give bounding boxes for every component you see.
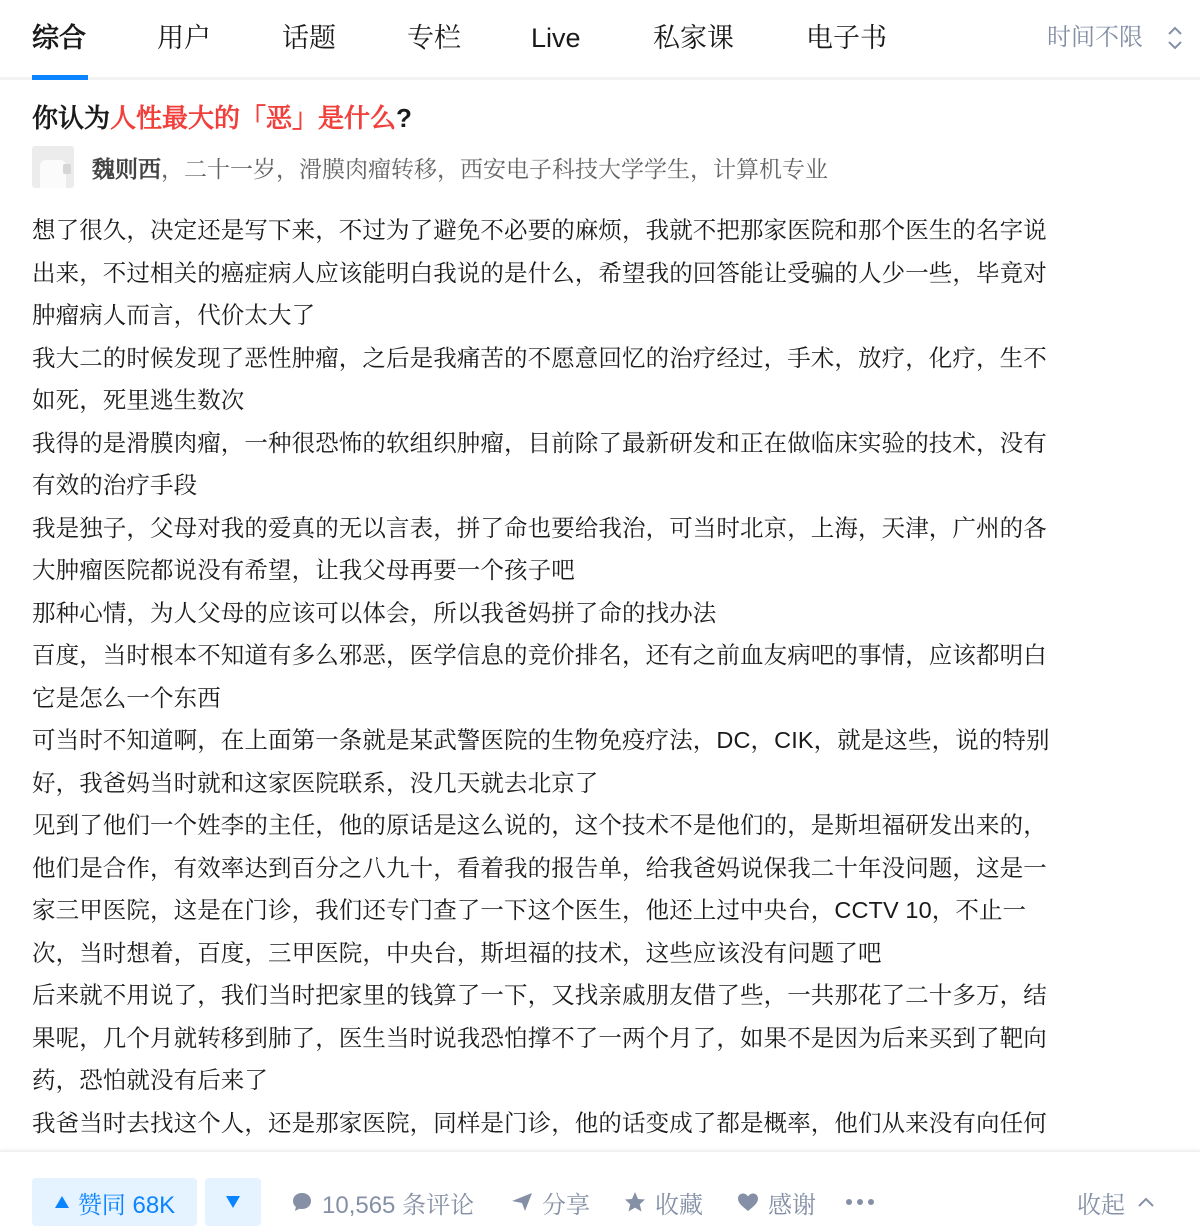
answer-action-bar: [0, 1151, 1200, 1229]
author-bio: ，二十一岁，滑膜肉瘤转移，西安电子科技大学学生，计算机专业: [161, 155, 828, 182]
comments-label: 10,565 条评论: [322, 1191, 475, 1219]
question-title-prefix: 你认为: [32, 103, 111, 133]
ellipsis-icon-dot: [857, 1199, 863, 1205]
author-info: [32, 145, 828, 189]
favorite-label: 收藏: [655, 1191, 703, 1219]
answer-line: 我得的是滑膜肉瘤，一种很恐怖的软组织肿瘤，目前除了最新研发和正在做临床实验的技术，没有: [32, 429, 1047, 456]
answer-line: 我爸当时去找这个人，还是那家医院，同样是门诊，他的话变成了都是概率，他们从来没有向任何: [32, 1109, 1047, 1136]
chevron-up-icon: [1137, 1196, 1155, 1208]
sort-updown-icon: [1167, 25, 1183, 51]
share-label: 分享: [542, 1191, 590, 1219]
tab-ebooks[interactable]: 电子书: [806, 23, 887, 53]
ellipsis-icon-dot: [868, 1199, 874, 1205]
paper-plane-icon: [510, 1190, 534, 1214]
answer-line: 我是独子，父母对我的爱真的无以言表，拼了命也要给我治，可当时北京，上海，天津，广州的各: [32, 514, 1047, 541]
answer-line: 那种心情，为人父母的应该可以体会，所以我爸妈拼了命的找办法: [32, 599, 717, 626]
share-button[interactable]: [510, 1178, 590, 1226]
answer-line: 次，当时想着，百度，三甲医院，中央台，斯坦福的技术，这些应该没有问题了吧: [32, 939, 882, 966]
answer-line: 他们是合作，有效率达到百分之八九十，看着我的报告单，给我爸妈说保我二十年没问题，这是一: [32, 854, 1047, 881]
ellipsis-icon-dot: [846, 1199, 852, 1205]
collapse-button[interactable]: [1077, 1178, 1155, 1226]
time-filter-label: 时间不限: [1047, 24, 1143, 51]
upvote-label: 赞同 68K: [77, 1191, 176, 1219]
active-tab-indicator: [32, 75, 88, 80]
tab-all[interactable]: 综合: [32, 23, 86, 53]
answer-line: 想了很久，决定还是写下来，不过为了避免不必要的麻烦，我就不把那家医院和那个医生的名字说: [32, 217, 1047, 243]
answer-content: [32, 209, 1157, 1144]
star-icon: [623, 1190, 647, 1214]
time-filter-select[interactable]: [1047, 18, 1183, 58]
answer-line: 果呢，几个月就转移到肺了，医生当时说我恐怕撑不了一两个月了，如果不是因为后来买到了靶向: [32, 1024, 1047, 1051]
answer-line: 大肿瘤医院都说没有希望，让我父母再要一个孩子吧: [32, 557, 575, 583]
tab-topics[interactable]: 话题: [282, 23, 336, 53]
favorite-button[interactable]: [623, 1178, 703, 1226]
answer-line: 肿瘤病人而言，代价太大了: [32, 302, 316, 328]
thanks-label: 感谢: [768, 1191, 816, 1219]
answer-line: 百度，当时根本不知道有多么邪恶，医学信息的竞价排名，还有之前血友病吧的事情，应该都明白: [32, 642, 1047, 668]
question-title[interactable]: [32, 100, 412, 136]
more-options-button[interactable]: [846, 1178, 874, 1226]
thanks-button[interactable]: [736, 1178, 816, 1226]
comment-bubble-icon: [290, 1190, 314, 1214]
search-tabbar: [0, 0, 1200, 80]
answer-line: 可当时不知道啊，在上面第一条就是某武警医院的生物免疫疗法，DC，CIK，就是这些，说的特别: [32, 727, 1050, 753]
answer-line: 它是怎么一个东西: [32, 684, 221, 711]
answer-line: 我大二的时候发现了恶性肿瘤，之后是我痛苦的不愿意回忆的治疗经过，手术，放疗，化疗，生不: [32, 344, 1047, 371]
question-title-highlight: 人性最大的「恶」是什么: [110, 103, 397, 133]
triangle-up-icon: [54, 1195, 70, 1209]
question-title-suffix: ?: [396, 103, 412, 133]
upvote-button[interactable]: [32, 1178, 197, 1226]
answer-line: 出来，不过相关的癌症病人应该能明白我说的是什么，希望我的回答能让受骗的人少一些，毕竟对: [32, 259, 1047, 286]
tab-users[interactable]: 用户: [157, 23, 211, 53]
tab-private-courses[interactable]: 私家课: [653, 23, 734, 53]
answer-line: 家三甲医院，这是在门诊，我们还专门查了一下这个医生，他还上过中央台，CCTV 10，不止一: [32, 897, 1027, 923]
answer-line: 见到了他们一个姓李的主任，他的原话是这么说的，这个技术不是他们的，是斯坦福研发出来的，: [32, 812, 1047, 838]
answer-line: 好，我爸妈当时就和这家医院联系，没几天就去北京了: [32, 769, 599, 796]
answer-line: 如死，死里逃生数次: [32, 387, 245, 413]
triangle-down-icon: [225, 1195, 241, 1209]
tab-columns[interactable]: 专栏: [407, 23, 461, 53]
tab-live[interactable]: Live: [531, 23, 581, 53]
author-name[interactable]: 魏则西: [92, 155, 161, 182]
avatar[interactable]: [32, 146, 74, 188]
heart-icon: [736, 1190, 760, 1214]
answer-line: 药，恐怕就没有后来了: [32, 1067, 268, 1093]
answer-line: 后来就不用说了，我们当时把家里的钱算了一下，又找亲戚朋友借了些，一共那花了二十多万，结: [32, 982, 1047, 1008]
comments-button[interactable]: [290, 1178, 474, 1226]
downvote-button[interactable]: [205, 1178, 261, 1226]
collapse-label: 收起: [1077, 1191, 1125, 1219]
answer-line: 有效的治疗手段: [32, 472, 198, 498]
